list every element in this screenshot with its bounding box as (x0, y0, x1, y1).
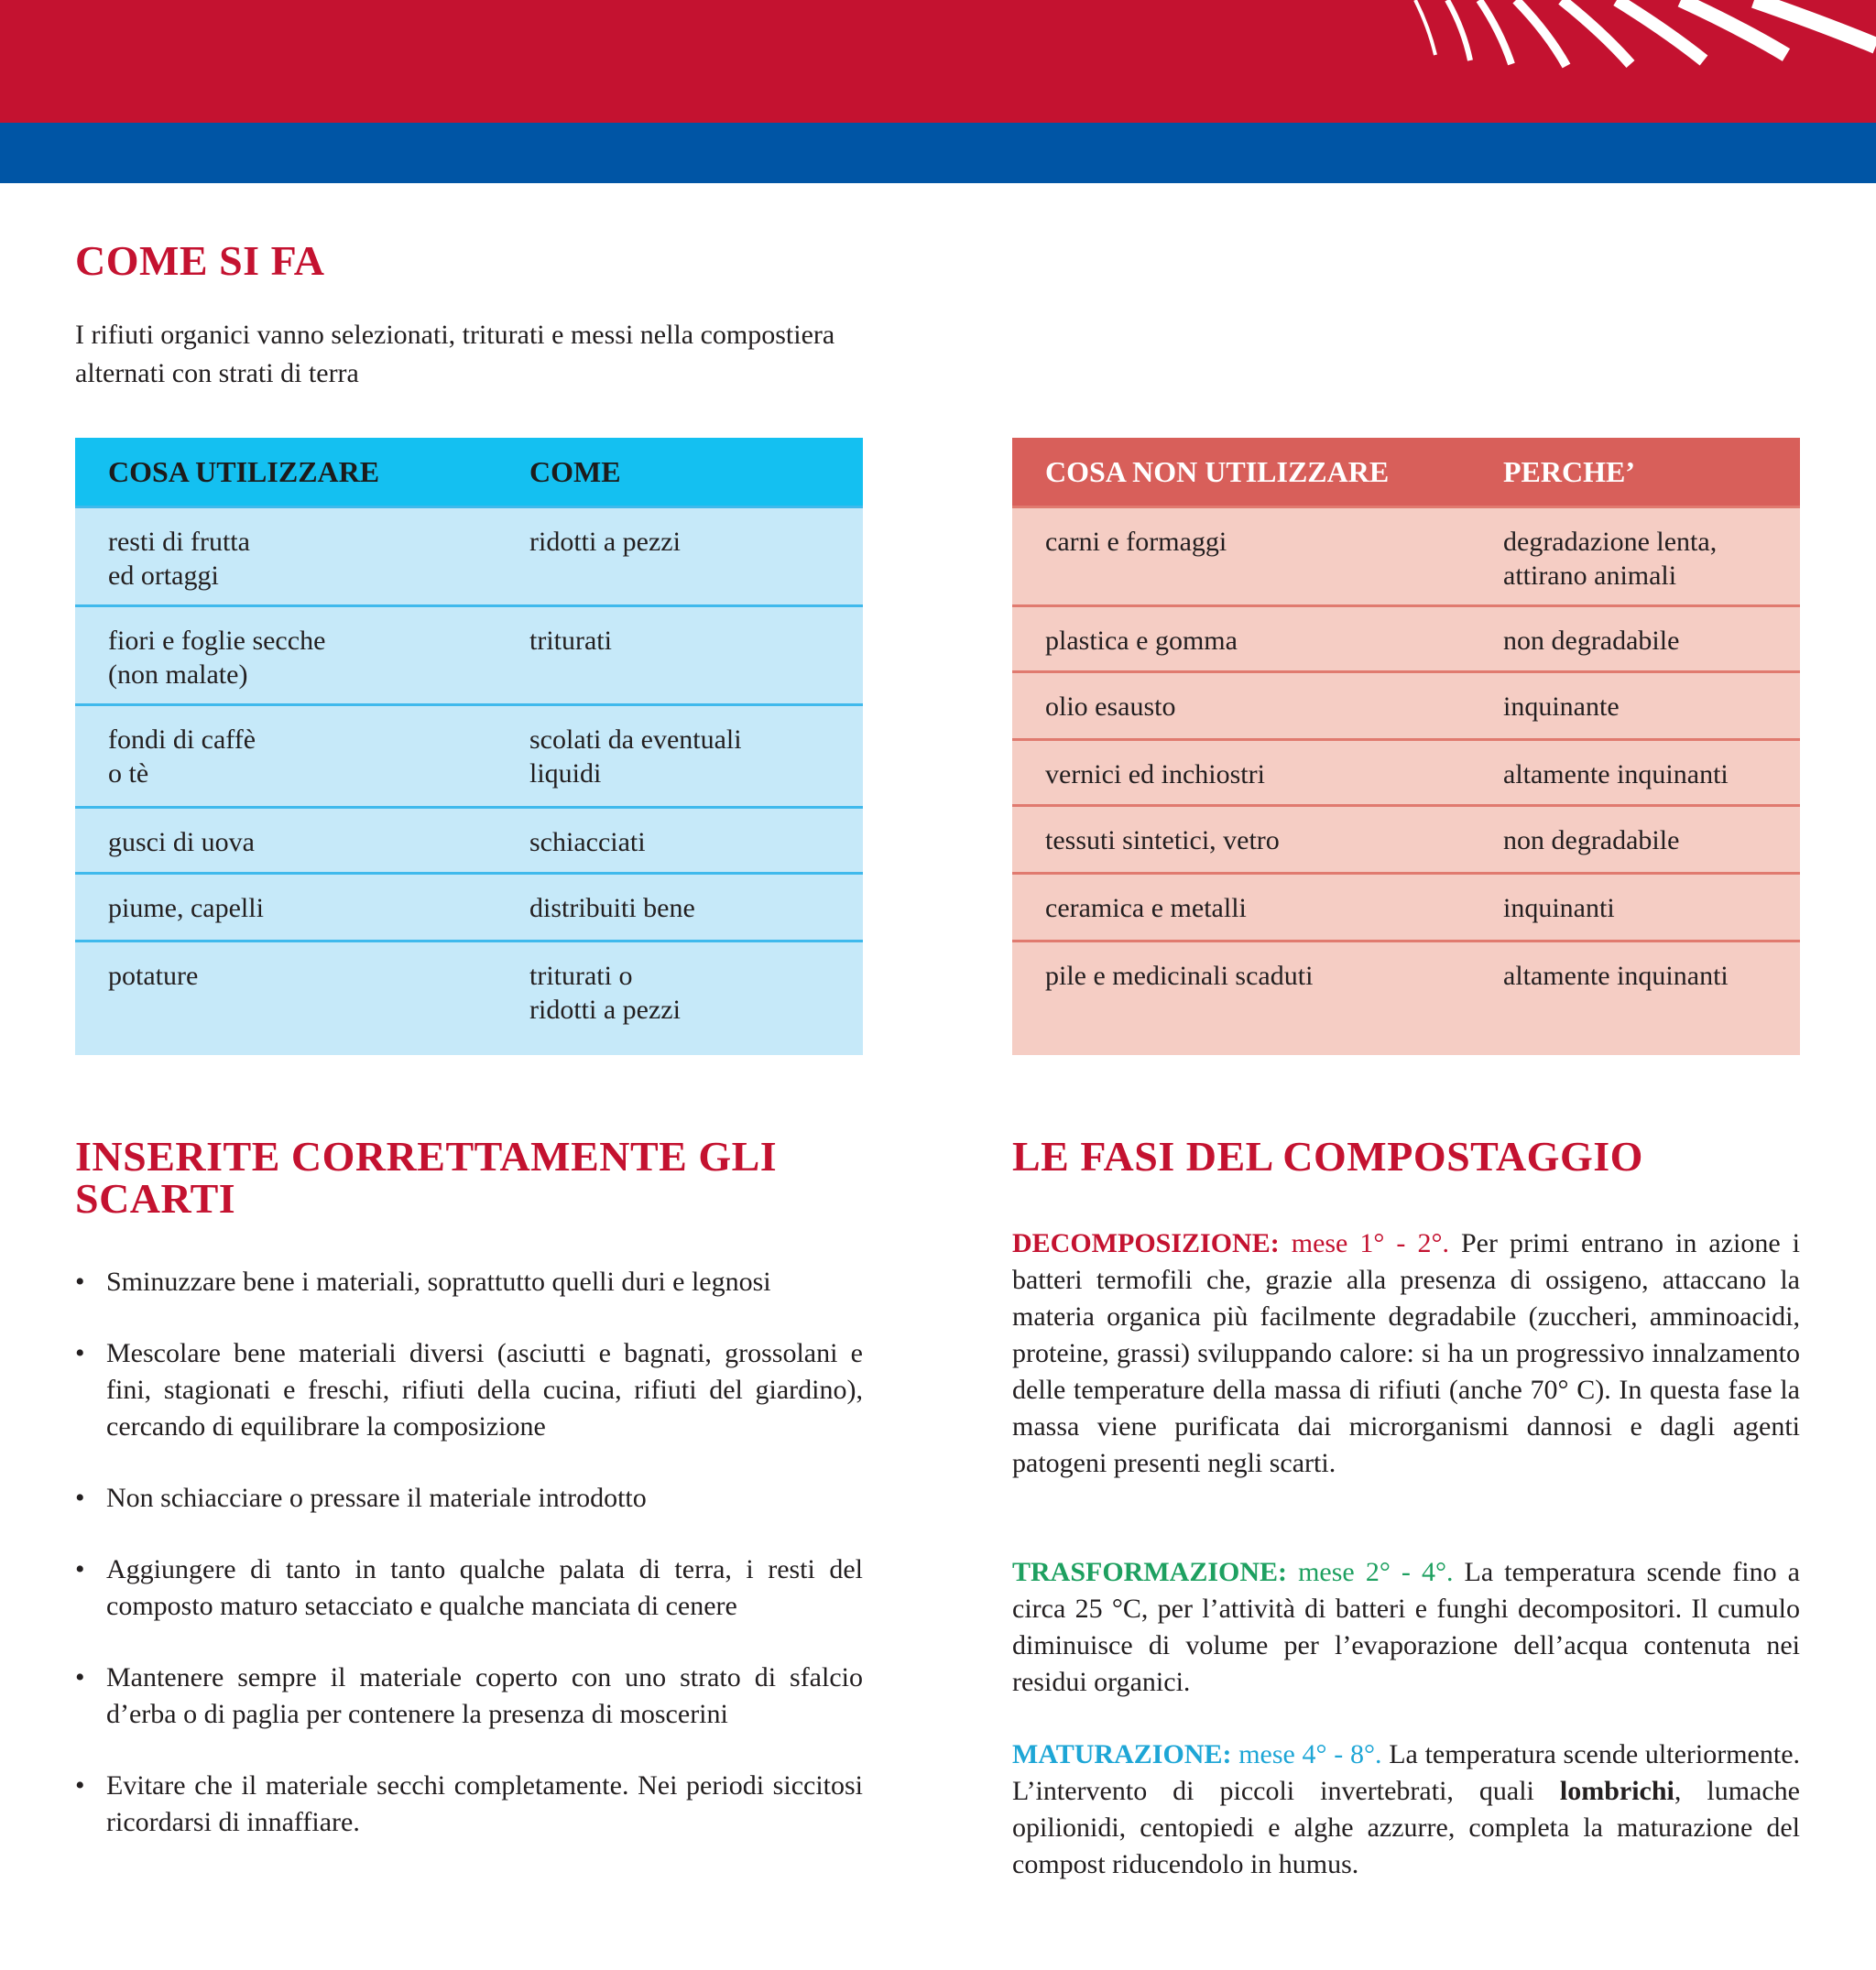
table-row (1012, 940, 1800, 1055)
cell: vernici ed inchiostri (1045, 759, 1265, 789)
list-item: • Sminuzzare bene i materiali, soprattutto quelli duri e legnosi (75, 1264, 863, 1301)
phase-months: mese 2° - 4°. (1298, 1557, 1454, 1587)
phase-text: Per primi entrano in azione i batteri termofili che, grazie alla presenza di ossigeno, attaccano la materia organica più facilmente degradabile (zuccheri, amminoacidi, proteine, grassi) sviluppando calore: si ha un progressivo innalzamento delle temperature della massa di rifiuti (anche 70° C). In questa fase la massa viene purificata dai microrganismi dannosi e dagli agenti patogeni presenti negli scarti. (1012, 1228, 1801, 1478)
cell: triturati (529, 626, 612, 656)
phase-trasformazione (1012, 1554, 1800, 1701)
cell: olio esausto (1045, 691, 1176, 722)
phase-maturazione (1012, 1736, 1800, 1883)
cell: distribuiti bene (529, 893, 695, 923)
header-come: COME (529, 455, 621, 488)
cell: piume, capelli (108, 893, 264, 923)
table-row (75, 806, 863, 872)
header-blue-band (0, 123, 1876, 183)
cell: non degradabile (1503, 626, 1680, 656)
table-row (1012, 872, 1800, 940)
table-row (1012, 738, 1800, 804)
cell: gusci di uova (108, 827, 255, 857)
table-row (75, 604, 863, 703)
come-si-fa-title: COME SI FA (75, 237, 325, 284)
table-row (75, 940, 863, 1055)
cell: carni e formaggi (1045, 527, 1227, 557)
list-item: • Mantenere sempre il materiale coperto con uno strato di sfalcio d’erba o di paglia per contenere la presenza di moscerini (75, 1660, 863, 1733)
table-row (75, 506, 863, 604)
inserite-title: INSERITE CORRETTAMENTE GLI SCARTI (75, 1133, 778, 1222)
list-item: • Non schiacciare o pressare il materiale introdotto (75, 1480, 863, 1517)
fasi-title: LE FASI DEL COMPOSTAGGIO (1012, 1133, 1643, 1180)
cell: ceramica e metalli (1045, 893, 1247, 923)
cell: plastica e gomma (1045, 626, 1238, 656)
phase-months: mese 4° - 8°. (1238, 1739, 1382, 1769)
cell: resti di frutta ed ortaggi (108, 527, 250, 591)
cell: potature (108, 961, 199, 991)
header-cosa-utilizzare: COSA UTILIZZARE (108, 455, 380, 488)
list-item: • Aggiungere di tanto in tanto qualche palata di terra, i resti del composto maturo setacciato e qualche manciata di cenere (75, 1551, 863, 1625)
table-cosa-utilizzare (75, 438, 863, 1055)
phase-months: mese 1° - 2°. (1291, 1228, 1449, 1258)
cell: schiacciati (529, 827, 646, 857)
cell: fondi di caffè o tè (108, 724, 256, 789)
cell: pile e medicinali scaduti (1045, 961, 1314, 991)
table-row (1012, 804, 1800, 872)
phase-text: , lumache opilionidi, centopiedi e alghe azzurre, completa la maturazione del compost riducendolo in humus. (1012, 1776, 1800, 1879)
header-perche: PERCHE’ (1503, 455, 1635, 488)
come-si-fa-intro: I rifiuti organici vanno selezionati, triturati e messi nella compostiera alternati con strati di terra (75, 320, 835, 388)
cell: degradazione lenta, attirano animali (1503, 527, 1718, 591)
table-row (75, 872, 863, 940)
table-row (75, 703, 863, 806)
cell: non degradabile (1503, 825, 1680, 855)
header-red-band (0, 0, 1876, 123)
phase-decomposizione (1012, 1225, 1800, 1482)
cell: ridotti a pezzi (529, 527, 681, 557)
table-header (75, 438, 863, 506)
phase-text: La temperatura scende fino a circa 25 °C, per l’attività di batteri e funghi decompositori. Il cumulo diminuisce di volume per l’evaporazione dell’acqua contenuta nei residui organici. (1012, 1557, 1800, 1697)
table-row (1012, 670, 1800, 738)
list-item: • Evitare che il materiale secchi completamente. Nei periodi siccitosi ricordarsi di innaffiare. (75, 1768, 863, 1841)
table-cosa-non-utilizzare (1012, 438, 1800, 1055)
header-cosa-non-utilizzare: COSA NON UTILIZZARE (1045, 455, 1390, 488)
phase-name: TRASFORMAZIONE: (1012, 1557, 1288, 1587)
phase-text: La temperatura scende ulteriormente. L’intervento di piccoli invertebrati, quali (1012, 1739, 1801, 1806)
cell: triturati o ridotti a pezzi (529, 961, 681, 1025)
decorative-stripes (0, 0, 1876, 123)
table-row (1012, 506, 1800, 604)
cell: scolati da eventuali liquidi (529, 724, 742, 789)
cell: inquinante (1503, 691, 1620, 722)
phase-name: MATURAZIONE: (1012, 1739, 1232, 1769)
phase-text-bold: lombrichi (1559, 1776, 1674, 1806)
cell: inquinanti (1503, 893, 1615, 923)
cell: tessuti sintetici, vetro (1045, 825, 1280, 855)
table-row (1012, 604, 1800, 670)
list-item: • Mescolare bene materiali diversi (asciutti e bagnati, grossolani e fini, stagionati e freschi, rifiuti della cucina, rifiuti del giardino), cercando di equilibrare la composizione (75, 1335, 863, 1445)
cell: altamente inquinanti (1503, 961, 1729, 991)
phase-name: DECOMPOSIZIONE: (1012, 1228, 1280, 1258)
table-header (1012, 438, 1800, 506)
cell: altamente inquinanti (1503, 759, 1729, 789)
cell: fiori e foglie secche (non malate) (108, 626, 326, 690)
inserite-bullet-list (75, 1264, 863, 1876)
